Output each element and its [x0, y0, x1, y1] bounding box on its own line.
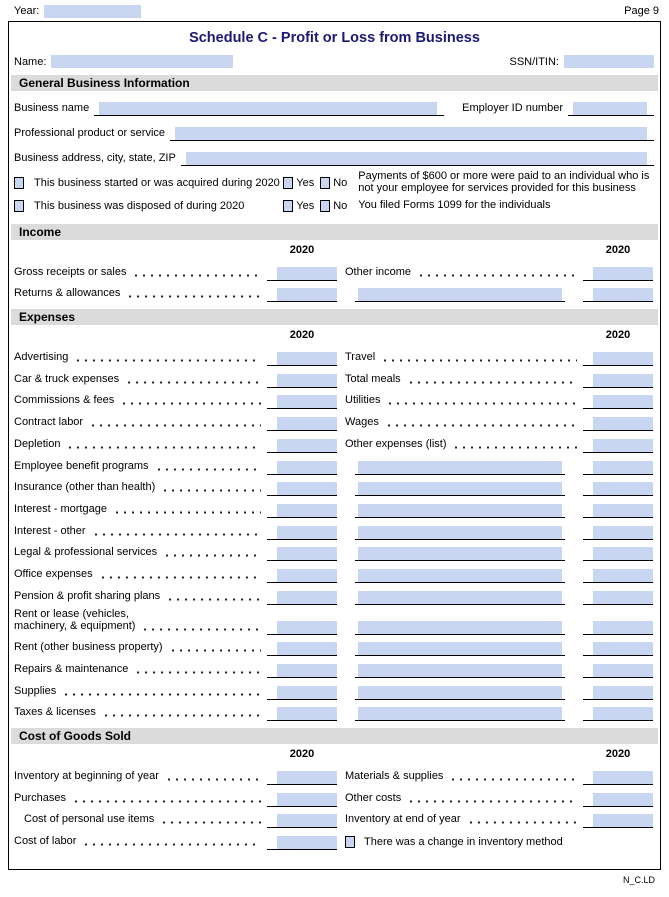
inventory-end-label: Inventory at end of year: [345, 813, 461, 826]
interest-mortgage-input[interactable]: [267, 503, 337, 518]
dot-leader: [62, 688, 261, 697]
supplies-label: Supplies: [14, 684, 57, 697]
other-expense-amount-8[interactable]: [583, 620, 653, 635]
expense-row-interest-other: [9, 518, 660, 540]
other-expense-desc-11[interactable]: [355, 685, 565, 700]
cogs-year-row: [9, 744, 660, 763]
product-input[interactable]: [170, 126, 654, 141]
expense-row-rent-other: [9, 635, 660, 657]
address-input[interactable]: [181, 151, 654, 166]
product-row: [9, 116, 660, 141]
commissions-fees-input[interactable]: [267, 394, 337, 409]
travel-label: Travel: [345, 351, 376, 364]
other-expenses-list-input[interactable]: [583, 438, 653, 453]
other-income-amount-input[interactable]: [583, 287, 653, 302]
interest-mortgage-label: Interest - mortgage: [14, 502, 107, 515]
purchases-label: Purchases: [14, 791, 66, 804]
other-expense-desc-8[interactable]: [355, 620, 565, 635]
other-expense-amount-1[interactable]: [583, 460, 653, 475]
dot-leader: [165, 773, 261, 782]
dot-leader: [134, 666, 261, 675]
dot-leader: [407, 795, 577, 804]
dot-leader: [467, 816, 577, 825]
form-code: N_C.LD: [622, 875, 655, 885]
commissions-fees-label: Commissions & fees: [14, 394, 115, 407]
other-expense-desc-2[interactable]: [355, 481, 565, 496]
business-disposed-row: [9, 194, 660, 217]
general-checks: [9, 171, 660, 217]
schedule-c-form: [8, 21, 661, 870]
expense-row-office: [9, 561, 660, 583]
dot-leader: [92, 528, 261, 537]
forms-1099-no-checkbox[interactable]: [320, 200, 330, 212]
car-truck-label: Car & truck expenses: [14, 372, 120, 385]
expense-row-supplies: [9, 678, 660, 700]
expense-row-commissions-utilities: [9, 388, 660, 410]
year-input[interactable]: [44, 5, 141, 18]
insurance-input[interactable]: [267, 481, 337, 496]
general-section-header: General Business Information: [11, 75, 658, 91]
other-expense-desc-10[interactable]: [355, 663, 565, 678]
yes-label: Yes: [296, 199, 315, 212]
ssn-label: SSN/ITIN:: [509, 55, 559, 68]
expense-row-pension: [9, 583, 660, 605]
other-costs-label: Other costs: [345, 791, 402, 804]
expense-row-employee-benefits: [9, 453, 660, 475]
dot-leader: [169, 644, 261, 653]
other-expenses-list-label: Other expenses (list): [345, 437, 447, 450]
pension-label: Pension & profit sharing plans: [14, 589, 161, 602]
expenses-year-left: 2020: [289, 328, 315, 341]
personal-use-items-input[interactable]: [267, 813, 337, 828]
other-expense-amount-9[interactable]: [583, 641, 653, 656]
cogs-year-left: 2020: [289, 747, 315, 760]
returns-allowances-input[interactable]: [267, 287, 337, 302]
cost-of-labor-input[interactable]: [267, 835, 337, 850]
other-expense-amount-10[interactable]: [583, 663, 653, 678]
other-expense-desc-7[interactable]: [355, 590, 565, 605]
name-label: Name:: [14, 55, 47, 68]
total-meals-label: Total meals: [345, 372, 401, 385]
dot-leader: [163, 549, 261, 558]
year-label: Year:: [14, 5, 40, 17]
returns-allowances-label: Returns & allowances: [14, 287, 121, 300]
address-row: [9, 141, 660, 166]
other-costs-input[interactable]: [583, 792, 653, 807]
supplies-input[interactable]: [267, 685, 337, 700]
materials-supplies-input[interactable]: [583, 770, 653, 785]
business-disposed-checkbox[interactable]: [14, 200, 24, 212]
payments-600-text: Payments of $600 or more were paid to an individual who is not your employee for services provided for this business: [358, 170, 650, 194]
dot-leader: [160, 816, 261, 825]
other-expense-amount-11[interactable]: [583, 685, 653, 700]
forms-1099-yes-checkbox[interactable]: [283, 200, 293, 212]
inventory-end-input[interactable]: [583, 813, 653, 828]
expenses-year-row: [9, 325, 660, 344]
dot-leader: [386, 397, 577, 406]
other-income-label: Other income: [345, 265, 412, 278]
interest-other-label: Interest - other: [14, 524, 86, 537]
taxes-licenses-label: Taxes & licenses: [14, 706, 96, 719]
dot-leader: [82, 838, 261, 847]
forms-1099-yes-no: [283, 200, 347, 212]
dot-leader: [126, 290, 261, 299]
depletion-input[interactable]: [267, 438, 337, 453]
office-expenses-label: Office expenses: [14, 567, 93, 580]
address-label: Business address, city, state, ZIP: [14, 152, 176, 164]
dot-leader: [132, 269, 261, 278]
total-meals-input[interactable]: [583, 373, 653, 388]
other-expense-amount-12[interactable]: [583, 706, 653, 721]
dot-leader: [452, 441, 577, 450]
advertising-label: Advertising: [14, 351, 69, 364]
business-started-row: [9, 171, 660, 194]
business-started-label: This business started or was acquired during 2020: [34, 176, 280, 189]
other-income-input[interactable]: [583, 266, 653, 281]
insurance-label: Insurance (other than health): [14, 481, 156, 494]
dot-leader: [166, 593, 261, 602]
rent-lease-label-line1: Rent or lease (vehicles,: [14, 607, 129, 620]
dot-leader: [417, 269, 577, 278]
wages-input[interactable]: [583, 416, 653, 431]
inventory-method-checkbox[interactable]: [345, 836, 355, 848]
income-year-row: [9, 240, 660, 259]
expense-row-legal: [9, 540, 660, 562]
expenses-section-header: Expenses: [11, 309, 658, 325]
other-expense-desc-9[interactable]: [355, 641, 565, 656]
cogs-row-personaluse-inventoryend: [9, 807, 660, 829]
business-name-input[interactable]: [94, 101, 444, 116]
wages-label: Wages: [345, 416, 379, 429]
other-expense-amount-3[interactable]: [583, 503, 653, 518]
dot-leader: [161, 484, 261, 493]
rent-other-property-label: Rent (other business property): [14, 641, 163, 654]
expense-row-taxes: [9, 700, 660, 722]
cogs-row-purchases-othercosts: [9, 785, 660, 807]
product-label: Professional product or service: [14, 127, 166, 139]
employee-benefits-label: Employee benefit programs: [14, 459, 149, 472]
expense-row-interest-mortgage: [9, 496, 660, 518]
travel-input[interactable]: [583, 351, 653, 366]
income-section-header: Income: [11, 224, 658, 240]
materials-supplies-label: Materials & supplies: [345, 770, 444, 783]
employee-benefits-input[interactable]: [267, 460, 337, 475]
expense-row-insurance: [9, 475, 660, 497]
payments-600-no-checkbox[interactable]: [320, 177, 330, 189]
dot-leader: [102, 709, 261, 718]
dot-leader: [99, 571, 261, 580]
expense-row-depletion-otherexpenses: [9, 431, 660, 453]
business-name-label: Business name: [14, 102, 90, 114]
contract-labor-input[interactable]: [267, 416, 337, 431]
cogs-row-inventory-materials: [9, 763, 660, 785]
dot-leader: [141, 623, 261, 632]
cogs-row-costlabor-inventorymethod: [9, 828, 660, 850]
cost-of-labor-label: Cost of labor: [14, 835, 77, 848]
dot-leader: [74, 354, 261, 363]
inventory-beginning-label: Inventory at beginning of year: [14, 770, 159, 783]
other-expense-desc-12[interactable]: [355, 706, 565, 721]
taxes-licenses-input[interactable]: [267, 706, 337, 721]
no-label: No: [333, 199, 348, 212]
purchases-input[interactable]: [267, 792, 337, 807]
other-expense-desc-3[interactable]: [355, 503, 565, 518]
ein-input[interactable]: [568, 101, 654, 116]
car-truck-input[interactable]: [267, 373, 337, 388]
other-expense-desc-5[interactable]: [355, 546, 565, 561]
repairs-label: Repairs & maintenance: [14, 663, 129, 675]
business-name-row: [9, 91, 660, 116]
dot-leader: [385, 419, 577, 428]
contract-labor-label: Contract labor: [14, 416, 84, 429]
top-strip: [14, 3, 659, 19]
dot-leader: [125, 376, 261, 385]
dot-leader: [381, 354, 577, 363]
advertising-input[interactable]: [267, 351, 337, 366]
ssn-input[interactable]: [564, 55, 654, 68]
expense-row-cartruck-meals: [9, 366, 660, 388]
dot-leader: [66, 441, 261, 450]
other-expense-amount-7[interactable]: [583, 590, 653, 605]
form-title: Schedule C - Profit or Loss from Business: [189, 30, 480, 46]
business-started-checkbox[interactable]: [14, 177, 24, 189]
pension-input[interactable]: [267, 590, 337, 605]
other-expense-amount-6[interactable]: [583, 568, 653, 583]
income-row-gross: [9, 259, 660, 281]
dot-leader: [449, 773, 577, 782]
ein-label: Employer ID number: [462, 102, 563, 114]
yes-label: Yes: [296, 176, 315, 189]
page-number: Page 9: [624, 5, 659, 17]
dot-leader: [407, 376, 577, 385]
business-disposed-label: This business was disposed of during 2020: [34, 199, 245, 212]
name-ssn-row: [9, 55, 660, 68]
cogs-section-header: Cost of Goods Sold: [11, 728, 658, 744]
forms-1099-text: You filed Forms 1099 for the individuals: [358, 198, 551, 211]
gross-receipts-label: Gross receipts or sales: [14, 265, 127, 278]
expense-row-contractlabor-wages: [9, 409, 660, 431]
cogs-year-right: 2020: [605, 747, 631, 760]
office-expenses-input[interactable]: [267, 568, 337, 583]
inventory-method-label: There was a change in inventory method: [364, 836, 563, 849]
other-expense-desc-6[interactable]: [355, 568, 565, 583]
dot-leader: [72, 795, 261, 804]
repairs-input[interactable]: [267, 663, 337, 678]
dot-leader: [155, 463, 261, 472]
dot-leader: [113, 506, 261, 515]
rent-other-property-input[interactable]: [267, 641, 337, 656]
name-input[interactable]: [51, 55, 233, 68]
payments-600-yes-checkbox[interactable]: [283, 177, 293, 189]
rent-lease-label-line2: machinery, & equipment): [14, 619, 136, 632]
expense-row-rent-vehicles: [9, 605, 660, 635]
payments-600-yes-no: [283, 177, 347, 189]
expense-row-advertising-travel: [9, 344, 660, 366]
expense-row-repairs: [9, 656, 660, 678]
utilities-label: Utilities: [345, 394, 381, 407]
inventory-beginning-input[interactable]: [267, 770, 337, 785]
other-income-desc-input[interactable]: [355, 287, 565, 302]
rent-lease-vehicles-input[interactable]: [267, 620, 337, 635]
utilities-input[interactable]: [583, 394, 653, 409]
dot-leader: [120, 397, 261, 406]
no-label: No: [333, 176, 348, 189]
dot-leader: [89, 419, 261, 428]
other-expense-amount-2[interactable]: [583, 481, 653, 496]
income-row-returns: [9, 281, 660, 303]
depletion-label: Depletion: [14, 437, 61, 450]
income-year-left: 2020: [289, 243, 315, 256]
other-expense-desc-4[interactable]: [355, 525, 565, 540]
gross-receipts-input[interactable]: [267, 266, 337, 281]
interest-other-input[interactable]: [267, 525, 337, 540]
other-expense-desc-1[interactable]: [355, 460, 565, 475]
legal-services-label: Legal & professional services: [14, 546, 158, 559]
expenses-year-right: 2020: [605, 328, 631, 341]
personal-use-items-label: Cost of personal use items: [24, 813, 155, 826]
other-expense-amount-5[interactable]: [583, 546, 653, 561]
legal-services-input[interactable]: [267, 546, 337, 561]
income-year-right: 2020: [605, 243, 631, 256]
other-expense-amount-4[interactable]: [583, 525, 653, 540]
